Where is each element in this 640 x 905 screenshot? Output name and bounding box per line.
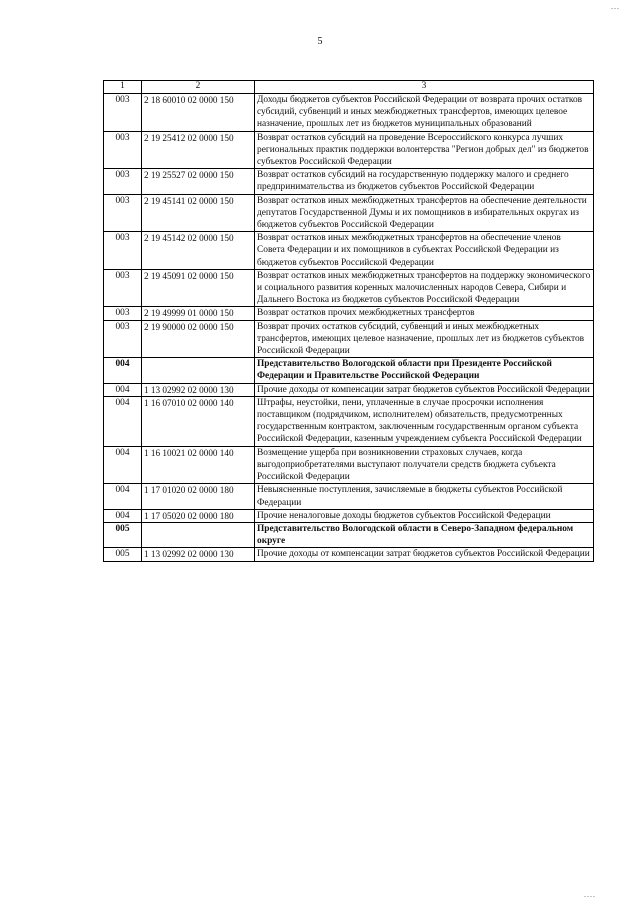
table-header-row (104, 81, 594, 94)
table-row (104, 169, 594, 194)
table-row (104, 383, 594, 396)
revenue-name-cell: Невыясненные поступления, зачисляемые в бюджеты субъектов Российской Федерации (255, 484, 594, 509)
section-header-row (104, 358, 594, 383)
revenue-name-cell: Представительство Вологодской области в Северо-Западном федеральном округе (255, 522, 594, 547)
admin-code-cell: 003 (104, 269, 142, 307)
table-row (104, 509, 594, 522)
revenue-name-cell: Возврат остатков иных межбюджетных трансфертов на обеспечение деятельности депутатов Государственной Думы и их помощников в избирательных округах из бюджетов субъектов Российской Федерации (255, 194, 594, 232)
revenue-code-cell (142, 522, 255, 547)
revenue-name-cell: Прочие неналоговые доходы бюджетов субъектов Российской Федерации (255, 509, 594, 522)
revenue-name-cell: Возврат остатков субсидий на государственную поддержку малого и среднего предпринимательства из бюджетов субъектов Российской Федерации (255, 169, 594, 194)
header-col-1: 1 (104, 81, 142, 94)
admin-code-cell: 004 (104, 358, 142, 383)
revenue-code-cell: 1 17 01020 02 0000 180 (142, 484, 255, 509)
table-row (104, 94, 594, 132)
revenue-name-cell: Возмещение ущерба при возникновении страховых случаев, когда выгодоприобретателями выступают получатели средств бюджета субъекта Российской Федерации (255, 446, 594, 484)
revenue-name-cell: Штрафы, неустойки, пени, уплаченные в случае просрочки исполнения поставщиком (подрядчиком, исполнителем) обязательств, предусмотренных государственным контрактом, заключенным государственным органом субъекта Российской Федерации, казенным учреждением субъекта Российской Федерации (255, 396, 594, 446)
revenue-code-cell: 2 19 90000 02 0000 150 (142, 320, 255, 358)
revenue-code-cell: 2 19 45142 02 0000 150 (142, 232, 255, 270)
revenue-code-cell: 2 19 25412 02 0000 150 (142, 131, 255, 169)
page-number: 5 (317, 36, 323, 47)
admin-code-cell: 004 (104, 446, 142, 484)
admin-code-cell: 003 (104, 320, 142, 358)
revenue-code-cell: 2 19 25527 02 0000 150 (142, 169, 255, 194)
scan-corner-mark: ... (611, 2, 620, 11)
table-row (104, 446, 594, 484)
revenue-codes-table (103, 80, 594, 562)
revenue-code-cell: 1 16 07010 02 0000 140 (142, 396, 255, 446)
revenue-name-cell: Возврат прочих остатков субсидий, субвенций и иных межбюджетных трансфертов, имеющих целевое назначение, прошлых лет из бюджетов субъектов Российской Федерации (255, 320, 594, 358)
header-col-2: 2 (142, 81, 255, 94)
table-row (104, 396, 594, 446)
table-row (104, 194, 594, 232)
revenue-name-cell: Доходы бюджетов субъектов Российской Федерации от возврата прочих остатков субсидий, субвенций и иных межбюджетных трансфертов, имеющих целевое назначение, прошлых лет из бюджетов муниципальных образований (255, 94, 594, 132)
admin-code-cell: 003 (104, 169, 142, 194)
admin-code-cell: 005 (104, 548, 142, 561)
revenue-name-cell: Прочие доходы от компенсации затрат бюджетов субъектов Российской Федерации (255, 548, 594, 561)
admin-code-cell: 003 (104, 131, 142, 169)
revenue-code-cell: 2 19 45091 02 0000 150 (142, 269, 255, 307)
admin-code-cell: 003 (104, 232, 142, 270)
revenue-name-cell: Возврат остатков субсидий на проведение Всероссийского конкурса лучших региональных практик поддержки волонтерства "Регион добрых дел" из бюджетов субъектов Российской Федерации (255, 131, 594, 169)
revenue-code-cell: 2 19 49999 01 0000 150 (142, 307, 255, 320)
table-row (104, 320, 594, 358)
revenue-name-cell: Представительство Вологодской области при Президенте Российской Федерации и Правительстве Российской Федерации (255, 358, 594, 383)
admin-code-cell: 004 (104, 484, 142, 509)
revenue-code-cell: 2 18 60010 02 0000 150 (142, 94, 255, 132)
admin-code-cell: 003 (104, 94, 142, 132)
admin-code-cell: 005 (104, 522, 142, 547)
table-row (104, 548, 594, 561)
revenue-code-cell: 1 16 10021 02 0000 140 (142, 446, 255, 484)
table-row (104, 307, 594, 320)
table-body (104, 94, 594, 562)
admin-code-cell: 003 (104, 194, 142, 232)
admin-code-cell: 004 (104, 396, 142, 446)
table-row (104, 131, 594, 169)
table-row (104, 232, 594, 270)
table-row (104, 269, 594, 307)
revenue-code-cell: 2 19 45141 02 0000 150 (142, 194, 255, 232)
revenue-name-cell: Возврат остатков прочих межбюджетных трансфертов (255, 307, 594, 320)
scan-corner-mark-bottom: .... (584, 890, 596, 899)
revenue-name-cell: Прочие доходы от компенсации затрат бюджетов субъектов Российской Федерации (255, 383, 594, 396)
revenue-name-cell: Возврат остатков иных межбюджетных трансфертов на обеспечение членов Совета Федерации и их помощников в субъектах Российской Федерации из бюджетов субъектов Российской Федерации (255, 232, 594, 270)
revenue-code-cell (142, 358, 255, 383)
revenue-code-cell: 1 13 02992 02 0000 130 (142, 548, 255, 561)
revenue-code-cell: 1 17 05020 02 0000 180 (142, 509, 255, 522)
revenue-code-cell: 1 13 02992 02 0000 130 (142, 383, 255, 396)
admin-code-cell: 004 (104, 509, 142, 522)
header-col-3: 3 (255, 81, 594, 94)
revenue-name-cell: Возврат остатков иных межбюджетных трансфертов на поддержку экономического и социального развития коренных малочисленных народов Севера, Сибири и Дальнего Востока из бюджетов субъектов Российской Федерации (255, 269, 594, 307)
section-header-row (104, 522, 594, 547)
admin-code-cell: 003 (104, 307, 142, 320)
table-row (104, 484, 594, 509)
admin-code-cell: 004 (104, 383, 142, 396)
